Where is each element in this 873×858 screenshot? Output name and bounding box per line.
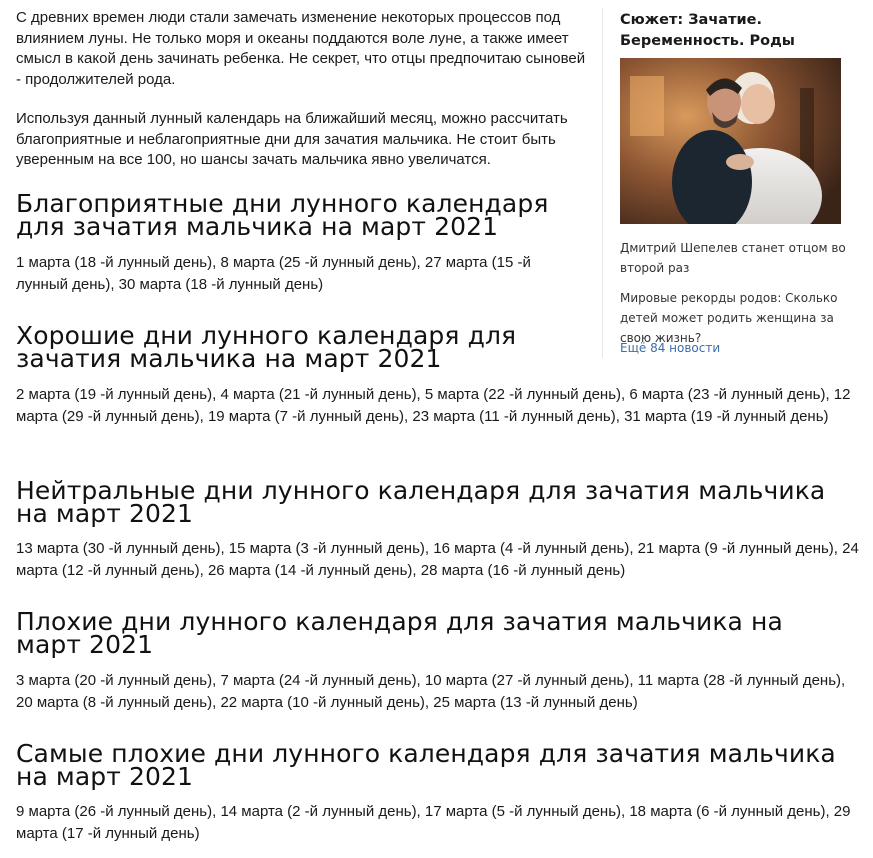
news-link-2[interactable]: Мировые рекорды родов: Сколько детей может родить женщина за свою жизнь? bbox=[620, 291, 838, 345]
section-days-favorable: 1 марта (18 -й лунный день), 8 марта (25 -й лунный день), 27 марта (15 -й лунный день), 30 марта (18 -й лунный день) bbox=[16, 254, 531, 293]
story-photo[interactable] bbox=[620, 58, 841, 224]
section-days-bad: 3 марта (20 -й лунный день), 7 марта (24 -й лунный день), 10 марта (27 -й лунный день), 11 марта (28 -й лунный день), 20 марта (8 -й лунный день), 22 марта (10 -й лунный день), 25 марта (13 -й лунный день) bbox=[16, 672, 846, 711]
section-title-neutral: Нейтральные дни лунного календаря для зачатия мальчика на март 2021 bbox=[16, 476, 826, 528]
section-days-neutral: 13 марта (30 -й лунный день), 15 марта (3 -й лунный день), 16 марта (4 -й лунный день), 21 марта (9 -й лунный день), 24 марта (12 -й лунный день), 26 марта (14 -й лунный день), 28 марта (16 -й лунный день) bbox=[16, 540, 859, 579]
more-news-link[interactable]: Ещё 84 новости bbox=[620, 341, 721, 355]
news-link-1[interactable]: Дмитрий Шепелев станет отцом во второй раз bbox=[620, 241, 846, 275]
section-title-good: Хорошие дни лунного календаря для зачатия мальчика на март 2021 bbox=[16, 321, 517, 373]
section-title-favorable: Благоприятные дни лунного календаря для зачатия мальчика на март 2021 bbox=[16, 189, 549, 241]
section-days-worst: 9 марта (26 -й лунный день), 14 марта (2 -й лунный день), 17 марта (5 -й лунный день), 18 марта (6 -й лунный день), 29 марта (17 -й лунный день) bbox=[16, 803, 851, 842]
section-days-good: 2 марта (19 -й лунный день), 4 марта (21 -й лунный день), 5 марта (22 -й лунный день), 6 марта (23 -й лунный день), 12 марта (29 -й лунный день), 19 марта (7 -й лунный день), 23 марта (11 -й лунный день), 31 марта (19 -й лунный день) bbox=[16, 386, 851, 425]
section-title-worst: Самые плохие дни лунного календаря для зачатия мальчика на март 2021 bbox=[16, 739, 836, 791]
intro-paragraph-2: Используя данный лунный календарь на ближайший месяц, можно рассчитать благоприятные и неблагоприятные дни для зачатия мальчика. Не стоит быть уверенным на все 100, но шансы зачать мальчика явно увеличатся. bbox=[16, 110, 568, 168]
intro-paragraph-1: С древних времен люди стали замечать изменение некоторых процессов под влиянием луны. Не только моря и океаны поддаются воле луне, а также имеет смысл в какой день зачинать ребенка. Не секрет, что отцы предпочитаю сыновей - продолжителей рода. bbox=[16, 9, 586, 88]
section-title-bad: Плохие дни лунного календаря для зачатия мальчика на март 2021 bbox=[16, 607, 783, 659]
couple-photo-illustration bbox=[620, 58, 841, 224]
story-sidebar bbox=[602, 8, 865, 358]
story-title[interactable]: Сюжет: Зачатие. Беременность. Роды bbox=[620, 12, 795, 49]
